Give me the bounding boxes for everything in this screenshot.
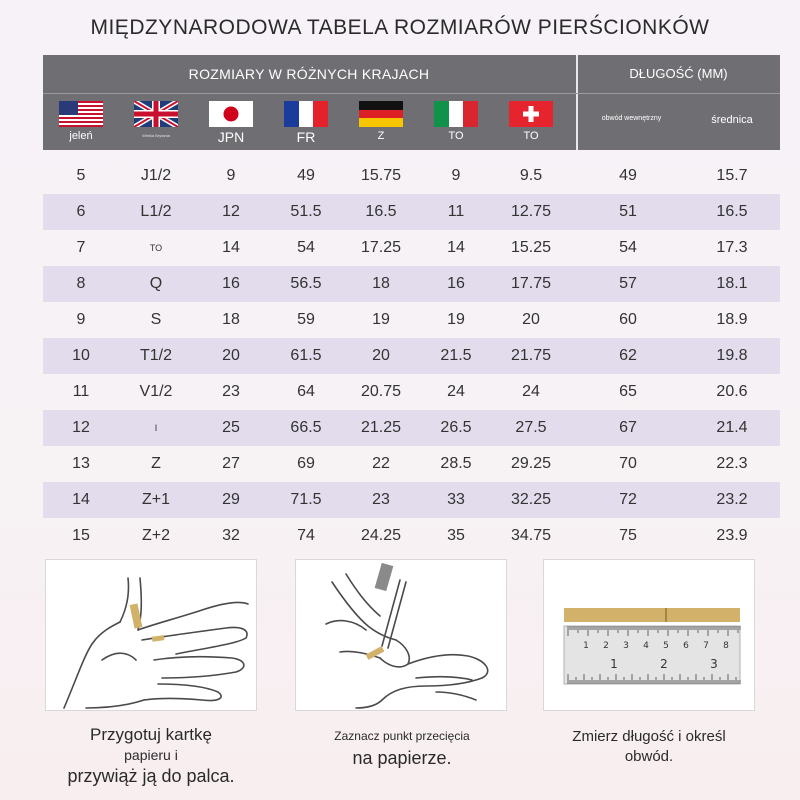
table-cell: 17.3 (716, 239, 748, 256)
table-row (43, 410, 780, 446)
ruler-number: 2 (660, 657, 668, 671)
table-cell: 19.8 (716, 347, 748, 364)
flag-cell-germany (344, 101, 418, 142)
table-cell: 57 (619, 275, 637, 292)
table-cell: 29.25 (510, 455, 552, 472)
table-cell: 20 (522, 311, 540, 328)
ruler-number: 2 (603, 641, 609, 651)
flag-cell-france (269, 101, 343, 145)
table-cell: 11 (447, 203, 465, 220)
flag-cell-us (44, 101, 118, 142)
step-caption-2 (295, 729, 509, 769)
table-cell: 28.5 (440, 455, 472, 472)
uk-flag-icon (134, 101, 178, 127)
diameter-label: średnica (711, 114, 753, 126)
table-cell: L1/2 (140, 203, 172, 220)
step-panel-2 (295, 559, 507, 711)
table-cell: 64 (297, 383, 315, 400)
table-cell: 17.75 (510, 275, 552, 292)
ruler-number: 8 (723, 641, 729, 651)
table-row (43, 266, 780, 302)
table-cell: 24 (522, 383, 540, 400)
table-cell: 59 (297, 311, 315, 328)
table-cell: 15 (72, 527, 90, 544)
flag-label-france: FR (296, 129, 316, 145)
flag-cell-switzerland (494, 101, 568, 142)
table-cell: 22 (372, 455, 390, 472)
ruler-number: 5 (663, 641, 669, 651)
step-caption-1 (40, 725, 262, 787)
table-cell: 23 (372, 491, 390, 508)
table-cell: I (154, 423, 158, 433)
table-cell: 61.5 (290, 347, 322, 364)
table-cell: 56.5 (290, 275, 322, 292)
table-cell: 6 (76, 203, 86, 220)
countries-header: ROZMIARY W RÓŻNYCH KRAJACH (188, 66, 430, 82)
table-cell: 51 (619, 203, 637, 220)
table-cell: 34.75 (510, 527, 552, 544)
table-cell: J1/2 (140, 167, 172, 184)
table-cell: 20.75 (360, 383, 402, 400)
japan-flag-icon (209, 101, 253, 127)
length-header: DŁUGOŚĆ (MM) (629, 66, 728, 81)
table-cell: 22.3 (716, 455, 748, 472)
flag-label-uk: Wielka Brytania (142, 133, 170, 138)
table-cell: 13 (72, 455, 90, 472)
flag-label-us: jeleń (69, 130, 93, 142)
table-cell: 16.5 (365, 203, 397, 220)
size-table (43, 158, 780, 554)
table-cell: 65 (619, 383, 637, 400)
table-cell: 20 (222, 347, 240, 364)
ruler-number: 1 (583, 641, 589, 651)
france-flag-icon (284, 101, 328, 127)
table-cell: 72 (619, 491, 637, 508)
table-cell: 21.5 (440, 347, 472, 364)
flag-label-italy: TO (448, 130, 464, 142)
table-row (43, 374, 780, 410)
table-cell: 5 (76, 167, 86, 184)
table-cell: 51.5 (290, 203, 322, 220)
table-cell: 21.25 (360, 419, 402, 436)
step-1-line-2: papieru i (124, 747, 178, 763)
ruler-number: 1 (610, 657, 618, 671)
table-cell: 19 (372, 311, 390, 328)
table-cell: 9 (226, 167, 236, 184)
table-cell: 27.5 (515, 419, 547, 436)
table-cell: 49 (619, 167, 637, 184)
italy-flag-icon (434, 101, 478, 127)
table-cell: Z+1 (141, 491, 170, 508)
table-cell: 12 (222, 203, 240, 220)
table-cell: 9 (76, 311, 86, 328)
table-cell: 54 (619, 239, 637, 256)
table-cell: 15.75 (360, 167, 402, 184)
table-cell: 70 (619, 455, 637, 472)
table-cell: 18.9 (716, 311, 748, 328)
table-cell: 67 (619, 419, 637, 436)
step-2-line-2: na papierze. (352, 748, 452, 768)
table-cell: 29 (222, 491, 240, 508)
table-cell: 60 (619, 311, 637, 328)
table-cell: 33 (447, 491, 465, 508)
hand-pen-mark-icon (296, 560, 506, 710)
us-flag-icon (59, 101, 103, 127)
step-caption-3 (535, 728, 763, 765)
table-cell: 32.25 (510, 491, 552, 508)
table-cell: 20 (372, 347, 390, 364)
table-cell: 23.9 (716, 527, 748, 544)
table-cell: 49 (297, 167, 315, 184)
table-cell: S (150, 311, 162, 328)
table-cell: 18 (372, 275, 390, 292)
header-divider (576, 55, 578, 150)
table-cell: 9 (451, 167, 461, 184)
table-cell: 21.75 (510, 347, 552, 364)
ruler-measure-icon (544, 560, 754, 710)
germany-flag-icon (359, 101, 403, 127)
table-cell: 25 (222, 419, 240, 436)
flag-cell-italy (419, 101, 493, 142)
table-cell: Z (151, 455, 161, 472)
ruler-number: 6 (683, 641, 689, 651)
step-1-line-3: przywiąż ją do palca. (67, 766, 235, 786)
ruler-number: 7 (703, 641, 709, 651)
ruler-number: 4 (643, 641, 649, 651)
table-cell: 15.25 (510, 239, 552, 256)
table-row (43, 446, 780, 482)
table-cell: 20.6 (716, 383, 748, 400)
table-cell: 23.2 (716, 491, 748, 508)
table-cell: 11 (72, 383, 90, 400)
table-header (43, 55, 780, 150)
table-cell: 17.25 (360, 239, 402, 256)
hand-paper-strip-icon (46, 560, 256, 710)
header-rule (43, 93, 780, 94)
table-cell: 7 (76, 239, 86, 256)
table-cell: 66.5 (290, 419, 322, 436)
table-cell: 15.7 (716, 167, 748, 184)
switzerland-flag-icon (509, 101, 553, 127)
table-cell: 9.5 (519, 167, 543, 184)
table-cell: 16 (222, 275, 240, 292)
table-row (43, 518, 780, 554)
table-cell: 14 (72, 491, 90, 508)
table-cell: Z+2 (141, 527, 170, 544)
ruler-number: 3 (710, 657, 718, 671)
table-cell: 75 (619, 527, 637, 544)
step-2-line-1: Zaznacz punkt przecięcia (334, 729, 470, 743)
table-cell: 10 (72, 347, 90, 364)
table-row (43, 158, 780, 194)
step-3-line-2: obwód. (624, 748, 674, 765)
table-cell: 12 (72, 419, 90, 436)
table-cell: 14 (447, 239, 465, 256)
table-cell: TO (149, 243, 163, 253)
table-cell: 18.1 (716, 275, 748, 292)
table-cell: 23 (222, 383, 240, 400)
inner-circumference-label: obwód wewnętrzny (601, 115, 662, 122)
flag-cell-japan (194, 101, 268, 145)
table-cell: 14 (222, 239, 240, 256)
table-row (43, 302, 780, 338)
step-panel-3 (543, 559, 755, 711)
page-title: MIĘDZYNARODOWA TABELA ROZMIARÓW PIERŚCIONKÓW (90, 16, 710, 39)
flag-cell-uk (119, 101, 193, 138)
table-cell: 71.5 (290, 491, 322, 508)
table-cell: V1/2 (139, 383, 173, 400)
table-row (43, 230, 780, 266)
table-cell: 12.75 (510, 203, 552, 220)
table-cell: 21.4 (716, 419, 748, 436)
table-cell: 19 (447, 311, 465, 328)
table-cell: 32 (222, 527, 240, 544)
table-cell: 27 (222, 455, 240, 472)
table-row (43, 194, 780, 230)
table-cell: 26.5 (440, 419, 472, 436)
table-cell: 16 (447, 275, 465, 292)
table-cell: 62 (619, 347, 637, 364)
table-row (43, 338, 780, 374)
step-3-line-1: Zmierz długość i określ (572, 728, 726, 745)
flag-label-japan: JPN (217, 129, 245, 145)
table-cell: 69 (297, 455, 315, 472)
table-cell: 35 (447, 527, 465, 544)
table-cell: 18 (222, 311, 240, 328)
flag-label-switzerland: TO (523, 130, 539, 142)
table-cell: T1/2 (139, 347, 172, 364)
table-cell: 16.5 (716, 203, 748, 220)
ruler-number: 3 (623, 641, 629, 651)
table-cell: 54 (297, 239, 315, 256)
step-1-line-1: Przygotuj kartkę (90, 725, 212, 744)
table-cell: 74 (297, 527, 315, 544)
flag-label-germany: Z (377, 130, 385, 142)
table-row (43, 482, 780, 518)
table-cell: Q (149, 275, 163, 292)
step-panel-1 (45, 559, 257, 711)
table-cell: 8 (76, 275, 86, 292)
table-cell: 24.25 (360, 527, 402, 544)
table-cell: 24 (447, 383, 465, 400)
